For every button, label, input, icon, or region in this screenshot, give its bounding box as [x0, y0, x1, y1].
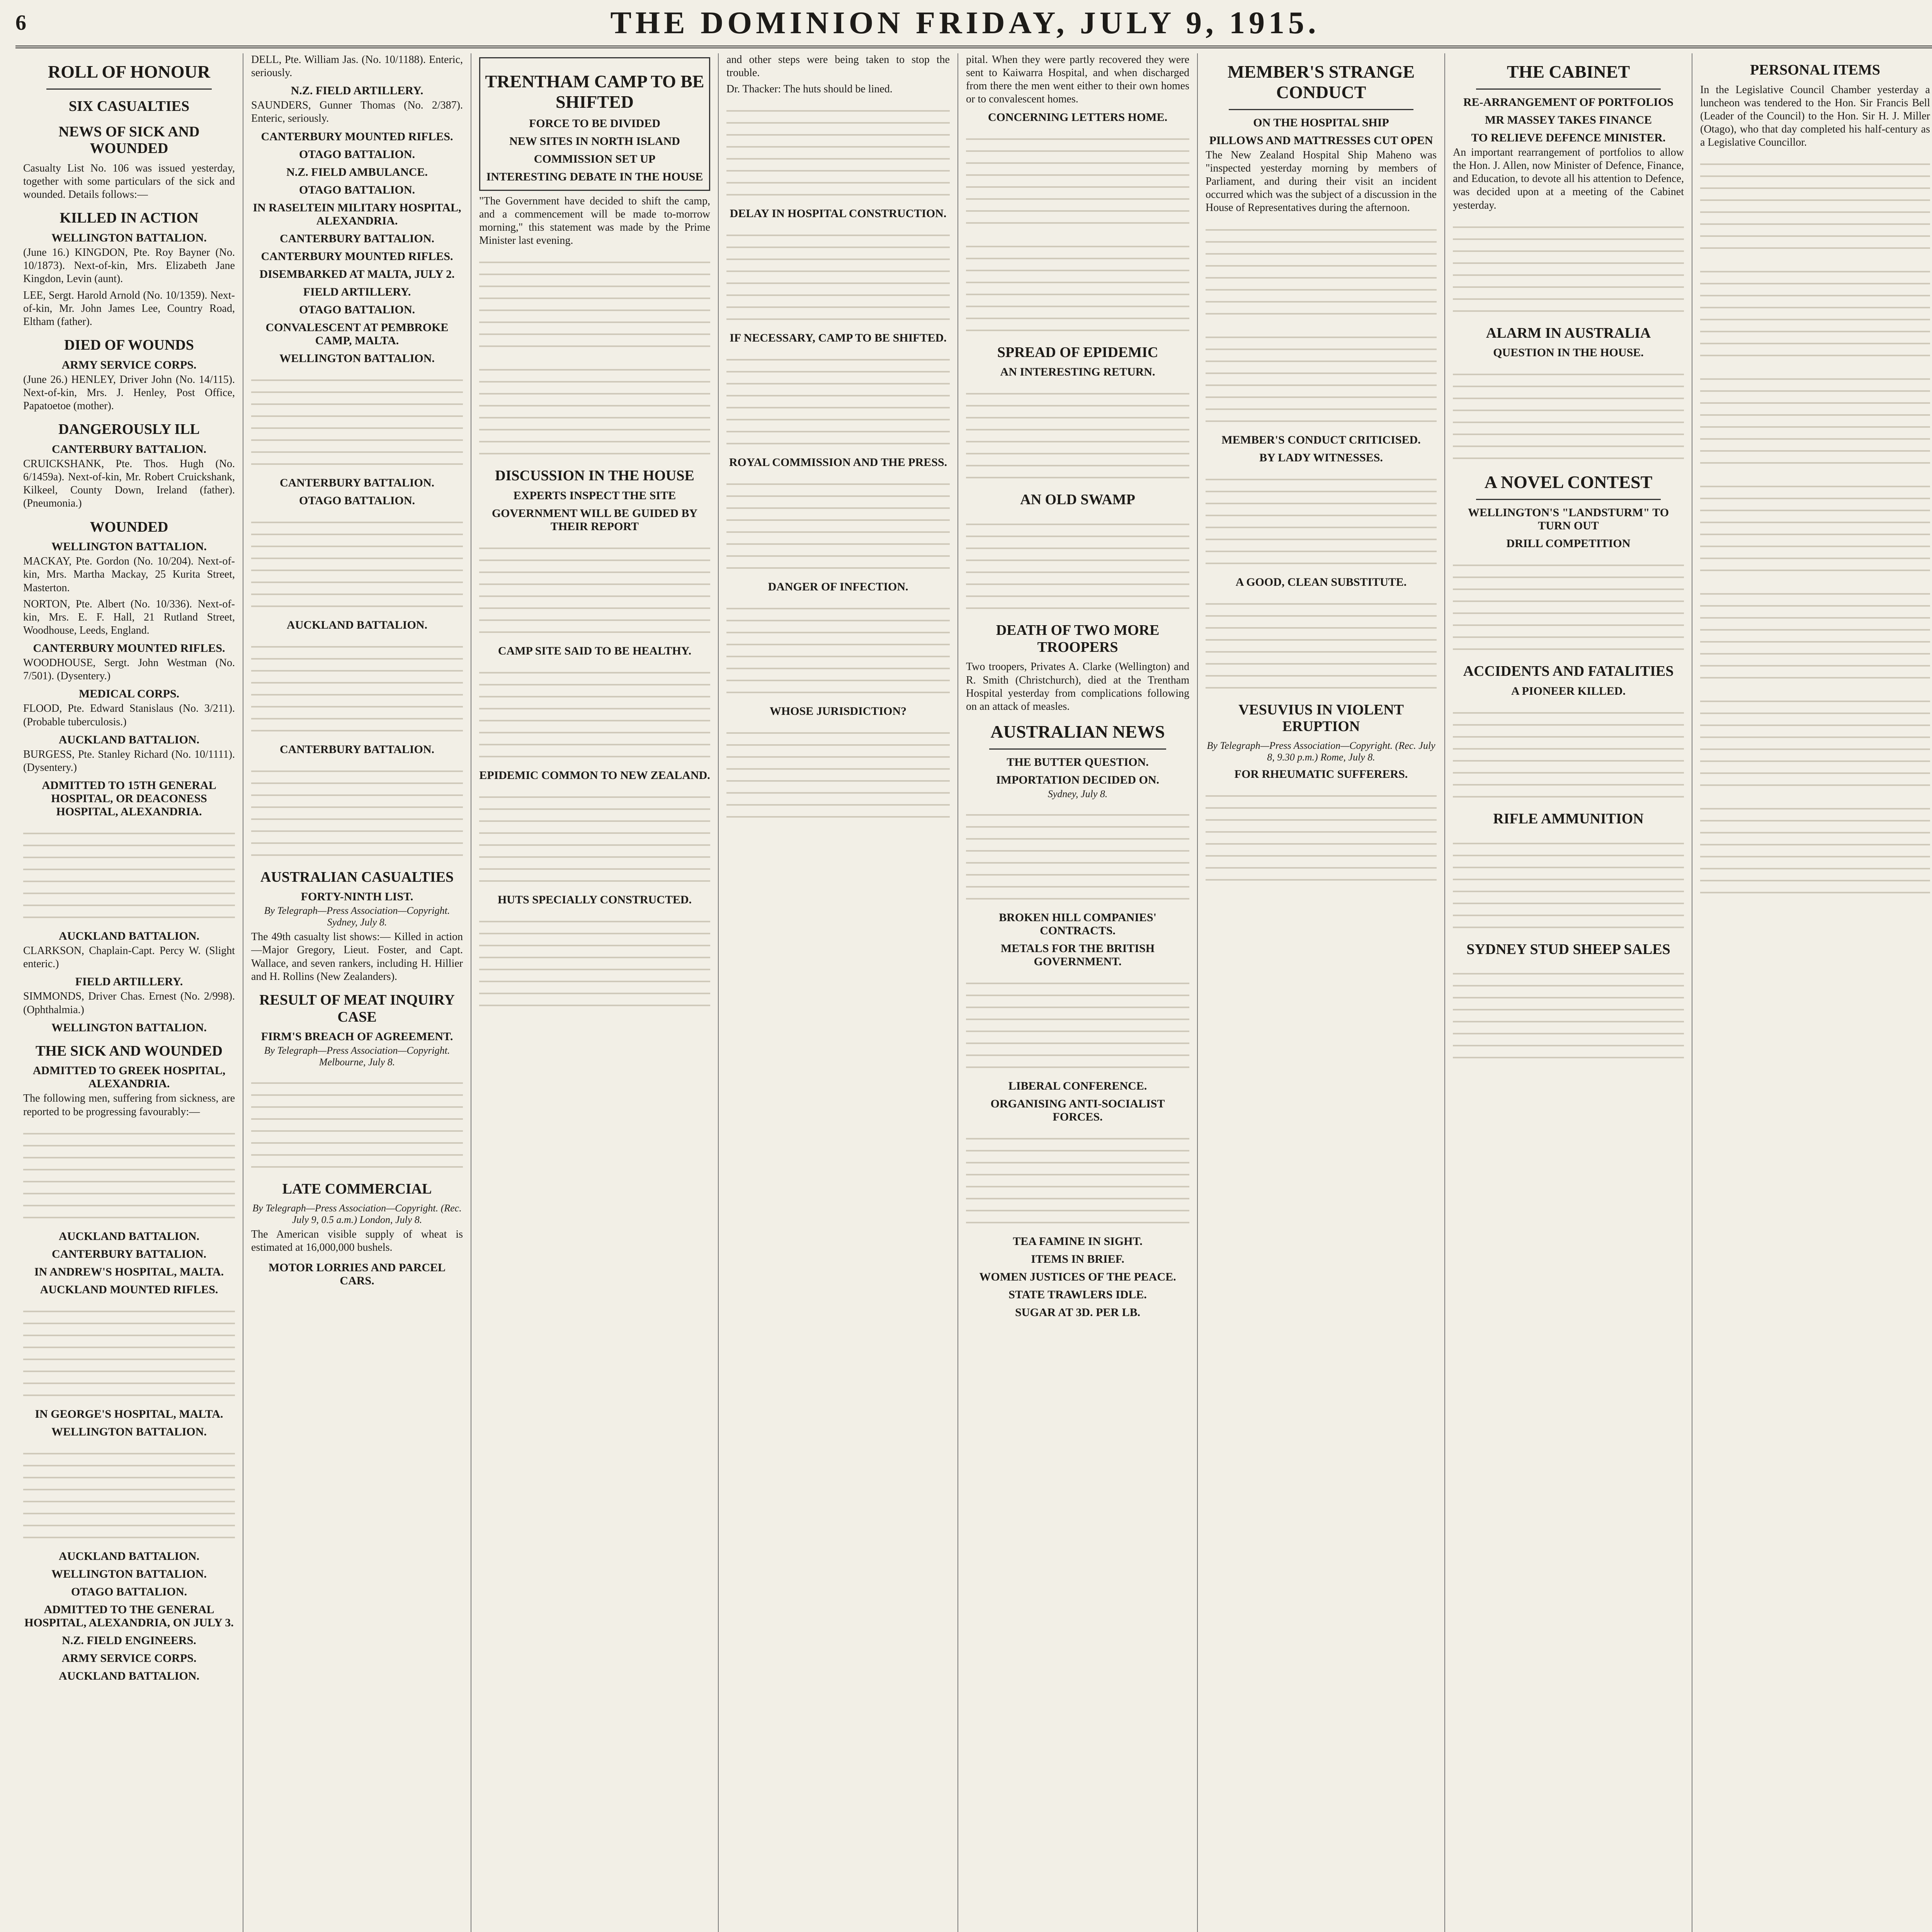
lead-headline-box: [479, 57, 710, 191]
column-5: [958, 53, 1198, 1932]
headline: SIX CASUALTIES: [68, 98, 190, 114]
headline: TRENTHAM CAMP TO BE SHIFTED: [485, 71, 704, 112]
section-heading: TO RELIEVE DEFENCE MINISTER.: [1471, 131, 1666, 144]
body-text-lines: [1206, 326, 1437, 427]
article-paragraph: The 49th casualty list shows:— Killed in action—Major Gregory, Lieut. Foster, and Capt. Wallace, and seven rankers, including H. Hillier and H. Rollins (New Zealanders).: [251, 931, 463, 983]
section-heading: CANTERBURY MOUNTED RIFLES.: [261, 130, 453, 143]
article-paragraph: MACKAY, Pte. Gordon (No. 10/204). Next-of-kin, Mrs. Martha Mackay, 25 Kurita Street, Masterton.: [23, 555, 235, 594]
article-paragraph: CLARKSON, Chaplain-Capt. Percy W. (Slight enteric.): [23, 945, 235, 970]
headline: DISCUSSION IN THE HOUSE: [495, 468, 694, 484]
section-heading: STATE TRAWLERS IDLE.: [1009, 1288, 1147, 1301]
article-paragraph: pital. When they were partly recovered they were sent to Kaiwarra Hospital, and when discharged from there the men went either to their own homes or to convalescent homes.: [966, 54, 1189, 105]
article-paragraph: Two troopers, Privates A. Clarke (Wellington) and R. Smith (Christchurch), died at the Trentham Hospital yesterday from complications following on an attack of measles.: [966, 661, 1189, 713]
section-heading: CANTERBURY MOUNTED RIFLES.: [33, 642, 225, 655]
column-3: [471, 53, 719, 1932]
section-heading: TEA FAMINE IN SIGHT.: [1013, 1235, 1143, 1248]
headline: DIED OF WOUNDS: [64, 337, 194, 354]
section-heading: LIBERAL CONFERENCE.: [1008, 1079, 1147, 1092]
section-heading: DISEMBARKED AT MALTA, JULY 2.: [259, 267, 455, 281]
section-heading: AUCKLAND BATTALION.: [59, 930, 199, 943]
body-text-lines: [1206, 468, 1437, 569]
body-text-lines: [479, 359, 710, 459]
newspaper-columns: [15, 53, 1932, 1932]
section-heading: INTERESTING DEBATE IN THE HOUSE: [486, 170, 703, 183]
body-text-lines: [1700, 368, 1930, 468]
section-heading: IN RASELTEIN MILITARY HOSPITAL, ALEXANDRIA.: [253, 201, 461, 227]
section-heading: ARMY SERVICE CORPS.: [61, 358, 197, 371]
article-paragraph: "The Government have decided to shift the camp, and a commencement will be made to-morrow morning," this statement was made by the Prime Minister last evening.: [479, 195, 710, 247]
section-heading: FORTY-NINTH LIST.: [301, 890, 413, 903]
body-text-lines: [1700, 690, 1930, 791]
body-text-lines: [1453, 963, 1684, 1063]
body-text-lines: [479, 662, 710, 762]
section-heading: WELLINGTON BATTALION.: [51, 540, 207, 553]
section-heading: CANTERBURY MOUNTED RIFLES.: [261, 250, 453, 263]
section-heading: WELLINGTON BATTALION.: [51, 1425, 207, 1438]
section-heading: AUCKLAND MOUNTED RIFLES.: [40, 1283, 218, 1296]
section-heading: FOR RHEUMATIC SUFFERERS.: [1234, 767, 1408, 781]
section-heading: THE BUTTER QUESTION.: [1007, 755, 1149, 769]
section-heading: WHOSE JURISDICTION?: [769, 705, 907, 718]
section-heading: METALS FOR THE BRITISH GOVERNMENT.: [1000, 942, 1155, 968]
section-heading: MEMBER'S CONDUCT CRITICISED.: [1221, 433, 1421, 446]
headline-rule: [1476, 88, 1661, 90]
headline: PERSONAL ITEMS: [1750, 62, 1880, 78]
section-heading: EPIDEMIC COMMON TO NEW ZEALAND.: [479, 769, 710, 782]
article-paragraph: BURGESS, Pte. Stanley Richard (No. 10/1111). (Dysentery.): [23, 748, 235, 774]
section-heading: OTAGO BATTALION.: [299, 148, 415, 161]
section-heading: CAMP SITE SAID TO BE HEALTHY.: [498, 645, 692, 658]
headline: AUSTRALIAN CASUALTIES: [260, 869, 454, 885]
headline: A NOVEL CONTEST: [1484, 472, 1653, 492]
headline: ACCIDENTS AND FATALITIES: [1463, 663, 1674, 680]
section-heading: MR MASSEY TAKES FINANCE: [1485, 113, 1652, 126]
page-number: 6: [15, 11, 26, 35]
section-heading: AUCKLAND BATTALION.: [59, 1230, 199, 1243]
section-heading: OTAGO BATTALION.: [71, 1585, 187, 1598]
body-text-lines: [726, 100, 950, 200]
section-heading: OTAGO BATTALION.: [299, 303, 415, 316]
body-text-lines: [251, 636, 463, 736]
headline-rule: [46, 88, 212, 90]
article-paragraph: DELL, Pte. William Jas. (No. 10/1188). Enteric, seriously.: [251, 54, 463, 79]
body-text-lines: [1453, 216, 1684, 316]
article-paragraph: An important rearrangement of portfolios to allow the Hon. J. Allen, now Minister of Defence, Finance, and Education, to devote all his attention to Defence, was decided upon at a meeting of the Cabinet yesterday.: [1453, 146, 1684, 211]
section-heading: IF NECESSARY, CAMP TO BE SHIFTED.: [730, 332, 947, 345]
body-text-lines: [1700, 583, 1930, 683]
body-text-lines: [1453, 554, 1684, 655]
headline: MEMBER'S STRANGE CONDUCT: [1227, 62, 1415, 102]
headline: RESULT OF MEAT INQUIRY CASE: [259, 992, 455, 1025]
section-heading: MEDICAL CORPS.: [78, 687, 180, 701]
section-heading: CANTERBURY BATTALION.: [51, 442, 207, 456]
dateline: Sydney, July 8.: [1048, 788, 1108, 799]
section-heading: QUESTION IN THE HOUSE.: [1493, 346, 1644, 359]
article-paragraph: and other steps were being taken to stop the trouble.: [726, 54, 950, 79]
body-text-lines: [251, 369, 463, 469]
section-heading: AUCKLAND BATTALION.: [59, 1669, 199, 1682]
body-text-lines: [726, 349, 950, 449]
section-heading: AUCKLAND BATTALION.: [59, 733, 199, 746]
section-heading: EXPERTS INSPECT THE SITE: [513, 489, 676, 502]
dateline: By Telegraph—Press Association—Copyright. (Rec. July 8, 9.30 p.m.) Rome, July 8.: [1207, 740, 1435, 763]
column-8: [1692, 53, 1932, 1932]
body-text-lines: [23, 1122, 235, 1223]
body-text-lines: [726, 473, 950, 573]
section-heading: CONVALESCENT AT PEMBROKE CAMP, MALTA.: [265, 321, 449, 347]
article-paragraph: NORTON, Pte. Albert (No. 10/336). Next-of-kin, Mrs. E. F. Hall, 21 Rutland Street, Woodhouse, Leeds, England.: [23, 598, 235, 636]
headline: THE CABINET: [1507, 62, 1630, 82]
section-heading: FIELD ARTILLERY.: [75, 975, 183, 988]
section-heading: N.Z. FIELD ENGINEERS.: [62, 1634, 196, 1647]
section-heading: OTAGO BATTALION.: [299, 183, 415, 196]
section-heading: WOMEN JUSTICES OF THE PEACE.: [979, 1270, 1176, 1283]
body-text-lines: [479, 786, 710, 886]
headline: DANGEROUSLY ILL: [58, 421, 200, 438]
headline: RIFLE AMMUNITION: [1493, 810, 1644, 827]
section-heading: PILLOWS AND MATTRESSES CUT OPEN: [1209, 134, 1433, 147]
article-paragraph: In the Legislative Council Chamber yesterday a luncheon was tendered to the Hon. Sir Francis Bell (Leader of the Council) to the Hon. Sir H. J. Miller (Otago), who that day completed his half-century as a Legislative Councillor.: [1700, 83, 1930, 149]
body-text-lines: [1453, 702, 1684, 802]
body-text-lines: [966, 972, 1189, 1073]
body-text-lines: [966, 1128, 1189, 1228]
body-text-lines: [1700, 798, 1930, 898]
dateline: By Telegraph—Press Association—Copyright. Melbourne, July 8.: [264, 1045, 450, 1068]
section-heading: IMPORTATION DECIDED ON.: [996, 773, 1160, 786]
article-paragraph: LEE, Sergt. Harold Arnold (No. 10/1359). Next-of-kin, Mr. John James Lee, Country Road, Eltham (father).: [23, 289, 235, 328]
section-heading: CANTERBURY BATTALION.: [279, 743, 435, 756]
column-7: [1445, 53, 1692, 1932]
body-text-lines: [1453, 832, 1684, 933]
section-heading: CONCERNING LETTERS HOME.: [988, 111, 1168, 124]
headline: KILLED IN ACTION: [60, 210, 199, 226]
section-heading: WELLINGTON BATTALION.: [51, 1567, 207, 1580]
section-heading: IN ANDREW'S HOSPITAL, MALTA.: [34, 1265, 224, 1278]
headline: DEATH OF TWO MORE TROOPERS: [996, 622, 1160, 655]
body-text-lines: [251, 760, 463, 861]
body-text-lines: [966, 128, 1189, 228]
headline-rule: [989, 748, 1166, 750]
section-heading: WELLINGTON'S "LANDSTURM" TO TURN OUT: [1468, 506, 1669, 532]
section-heading: WELLINGTON BATTALION.: [51, 231, 207, 245]
section-heading: IN GEORGE'S HOSPITAL, MALTA.: [35, 1407, 223, 1420]
body-text-lines: [23, 822, 235, 923]
section-heading: ON THE HOSPITAL SHIP: [1253, 116, 1389, 129]
dateline: By Telegraph—Press Association—Copyright. (Rec. July 9, 0.5 a.m.) London, July 8.: [252, 1202, 462, 1225]
masthead-title: THE DOMINION FRIDAY, JULY 9, 1915.: [610, 5, 1320, 40]
masthead-ornament: [1837, 10, 1932, 35]
article-paragraph: The following men, suffering from sickness, are reported to be progressing favourably:—: [23, 1092, 235, 1118]
body-text-lines: [23, 1300, 235, 1401]
section-heading: OTAGO BATTALION.: [299, 494, 415, 507]
column-4: [719, 53, 958, 1932]
column-1: [15, 53, 243, 1932]
headline: AUSTRALIAN NEWS: [990, 722, 1165, 742]
article-paragraph: WOODHOUSE, Sergt. John Westman (No. 7/501). (Dysentery.): [23, 657, 235, 682]
section-heading: BY LADY WITNESSES.: [1259, 451, 1383, 464]
section-heading: NEW SITES IN NORTH ISLAND: [509, 134, 680, 148]
section-heading: ADMITTED TO GREEK HOSPITAL, ALEXANDRIA.: [32, 1064, 226, 1090]
section-heading: DELAY IN HOSPITAL CONSTRUCTION.: [730, 207, 947, 220]
body-text-lines: [1700, 153, 1930, 253]
section-heading: N.Z. FIELD ARTILLERY.: [291, 84, 423, 97]
section-heading: CANTERBURY BATTALION.: [279, 476, 435, 489]
section-heading: FIELD ARTILLERY.: [303, 285, 411, 298]
headline: ROLL OF HONOUR: [48, 62, 210, 82]
section-heading: ROYAL COMMISSION AND THE PRESS.: [729, 456, 947, 469]
article-paragraph: (June 26.) HENLEY, Driver John (No. 14/115). Next-of-kin, Mrs. J. Henley, Post Office, Papatoetoe (mother).: [23, 373, 235, 412]
section-heading: SUGAR AT 3D. PER LB.: [1015, 1306, 1140, 1319]
column-2: [243, 53, 471, 1932]
article-paragraph: SIMMONDS, Driver Chas. Ernest (No. 2/998). (Ophthalmia.): [23, 990, 235, 1016]
section-heading: AN INTERESTING RETURN.: [1000, 366, 1155, 379]
headline-rule: [1476, 499, 1661, 500]
section-heading: AUCKLAND BATTALION.: [287, 618, 427, 631]
headline: SYDNEY STUD SHEEP SALES: [1466, 941, 1670, 957]
body-text-lines: [23, 1442, 235, 1543]
advertisement: MOTOR LORRIES AND PARCEL CARS.: [268, 1261, 446, 1287]
body-text-lines: [726, 224, 950, 325]
section-heading: DANGER OF INFECTION.: [768, 580, 908, 594]
headline: NEWS OF SICK AND WOUNDED: [58, 123, 200, 157]
section-heading: GOVERNMENT WILL BE GUIDED BY THEIR REPORT: [492, 507, 698, 533]
article-paragraph: The American visible supply of wheat is estimated at 16,000,000 bushels.: [251, 1228, 463, 1254]
body-text-lines: [966, 804, 1189, 904]
body-text-lines: [251, 511, 463, 612]
section-heading: WELLINGTON BATTALION.: [51, 1021, 207, 1034]
body-text-lines: [726, 722, 950, 822]
section-heading: COMMISSION SET UP: [534, 152, 656, 165]
section-heading: HUTS SPECIALLY CONSTRUCTED.: [497, 893, 692, 906]
article-paragraph: FLOOD, Pte. Edward Stanislaus (No. 3/211). (Probable tuberculosis.): [23, 702, 235, 728]
headline: LATE COMMERCIAL: [282, 1181, 432, 1197]
body-text-lines: [966, 513, 1189, 614]
section-heading: BROKEN HILL COMPANIES' CONTRACTS.: [999, 911, 1156, 937]
section-heading: DRILL COMPETITION: [1506, 537, 1631, 550]
section-heading: ORGANISING ANTI-SOCIALIST FORCES.: [990, 1097, 1165, 1123]
section-heading: A PIONEER KILLED.: [1511, 684, 1626, 697]
body-text-lines: [1206, 785, 1437, 885]
body-text-lines: [1453, 363, 1684, 464]
headline: WOUNDED: [90, 519, 168, 535]
body-text-lines: [479, 910, 710, 1011]
body-text-lines: [251, 1072, 463, 1172]
section-heading: WELLINGTON BATTALION.: [279, 352, 435, 365]
article-paragraph: SAUNDERS, Gunner Thomas (No. 2/387). Enteric, seriously.: [251, 99, 463, 125]
body-text-lines: [1700, 260, 1930, 361]
section-heading: CANTERBURY BATTALION.: [279, 232, 435, 245]
section-heading: N.Z. FIELD AMBULANCE.: [286, 165, 428, 179]
section-heading: CANTERBURY BATTALION.: [51, 1247, 207, 1260]
body-text-lines: [479, 251, 710, 352]
headline: AN OLD SWAMP: [1020, 492, 1135, 508]
section-heading: ITEMS IN BRIEF.: [1031, 1252, 1124, 1265]
column-6: [1198, 53, 1445, 1932]
headline: ALARM IN AUSTRALIA: [1486, 325, 1651, 341]
body-text-lines: [726, 597, 950, 698]
section-heading: RE-ARRANGEMENT OF PORTFOLIOS: [1463, 95, 1673, 109]
dateline: By Telegraph—Press Association—Copyright. Sydney, July 8.: [264, 905, 450, 928]
headline: SPREAD OF EPIDEMIC: [997, 344, 1158, 361]
body-text-lines: [1700, 475, 1930, 576]
headline: VESUVIUS IN VIOLENT ERUPTION: [1238, 701, 1404, 735]
section-heading: ADMITTED TO 15TH GENERAL HOSPITAL, OR DEACONESS HOSPITAL, ALEXANDRIA.: [42, 779, 216, 818]
section-heading: A GOOD, CLEAN SUBSTITUTE.: [1235, 575, 1407, 588]
article-paragraph: The New Zealand Hospital Ship Maheno was "inspected yesterday morning by members of Parliament, and during their visit an incident occurred which was the subject of a discussion in the House of Representatives during the afternoon.: [1206, 149, 1437, 214]
masthead: [15, 0, 1932, 48]
headline: THE SICK AND WOUNDED: [36, 1043, 223, 1059]
article-paragraph: Casualty List No. 106 was issued yesterday, together with some particulars of the sick and wounded. Details follows:—: [23, 162, 235, 201]
section-heading: AUCKLAND BATTALION.: [59, 1549, 199, 1563]
section-heading: ADMITTED TO THE GENERAL HOSPITAL, ALEXANDRIA, ON JULY 3.: [24, 1603, 234, 1629]
headline-rule: [1229, 109, 1413, 110]
section-heading: ARMY SERVICE CORPS.: [61, 1651, 197, 1665]
body-text-lines: [966, 235, 1189, 336]
article-paragraph: (June 16.) KINGDON, Pte. Roy Bayner (No. 10/1873). Next-of-kin, Mrs. Elizabeth Jane Kingdon, Levin (aunt).: [23, 247, 235, 285]
body-text-lines: [966, 383, 1189, 483]
body-text-lines: [1206, 593, 1437, 693]
section-heading: FORCE TO BE DIVIDED: [529, 117, 660, 130]
section-heading: FIRM'S BREACH OF AGREEMENT.: [261, 1030, 453, 1043]
article-paragraph: CRUICKSHANK, Pte. Thos. Hugh (No. 6/1459a). Next-of-kin, Mr. Robert Cruickshank, Kilkeel, County Down, Ireland (father). (Pneumonia.): [23, 457, 235, 510]
body-text-lines: [479, 537, 710, 638]
body-text-lines: [1206, 219, 1437, 319]
article-paragraph: Dr. Thacker: The huts should be lined.: [726, 83, 893, 95]
